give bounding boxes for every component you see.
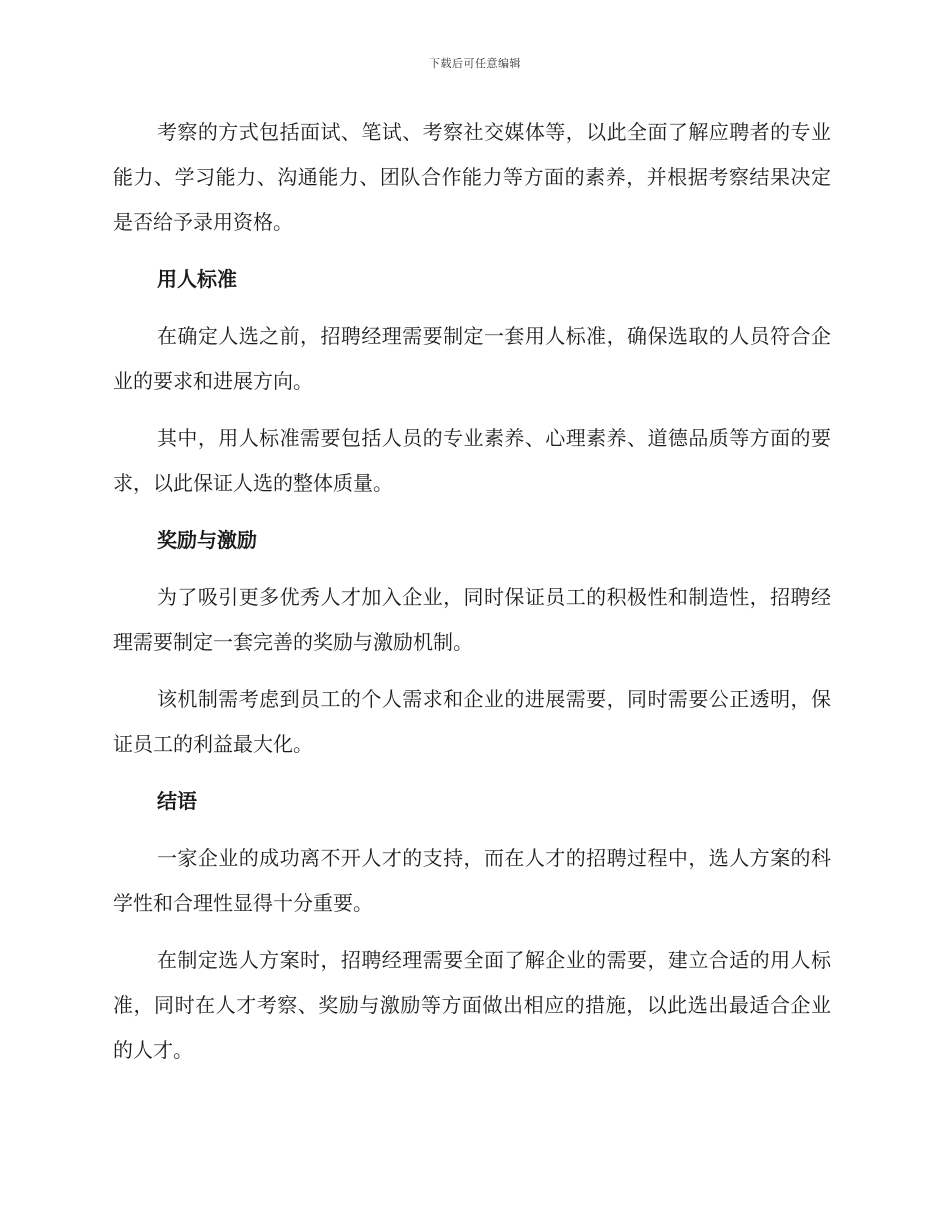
heading-hiring-standards: 用人标准 <box>157 267 237 291</box>
paragraph-rewards-intro: 为了吸引更多优秀人才加入企业，同时保证员工的积极性和制造性，招聘经理需要制定一套完善的奖励与激励机制。 <box>113 585 831 654</box>
heading-conclusion: 结语 <box>157 789 197 813</box>
paragraph-rewards-detail: 该机制需考虑到员工的个人需求和企业的进展需要，同时需要公正透明，保证员工的利益最大化。 <box>113 687 831 756</box>
document-body <box>113 110 831 1085</box>
paragraph-conclusion-1: 一家企业的成功离不开人才的支持，而在人才的招聘过程中，选人方案的科学性和合理性显得十分重要。 <box>113 846 831 915</box>
heading-rewards-incentives: 奖励与激励 <box>157 528 257 552</box>
header-note: 下载后可任意编辑 <box>429 57 521 70</box>
paragraph-hiring-standards-detail: 其中，用人标准需要包括人员的专业素养、心理素养、道德品质等方面的要求，以此保证人选的整体质量。 <box>113 426 831 495</box>
paragraph-assessment-methods: 考察的方式包括面试、笔试、考察社交媒体等，以此全面了解应聘者的专业能力、学习能力、沟通能力、团队合作能力等方面的素养，并根据考察结果决定是否给予录用资格。 <box>113 120 831 234</box>
paragraph-hiring-standards-intro: 在确定人选之前，招聘经理需要制定一套用人标准，确保选取的人员符合企业的要求和进展方向。 <box>113 324 831 393</box>
paragraph-conclusion-2: 在制定选人方案时，招聘经理需要全面了解企业的需要，建立合适的用人标准，同时在人才考察、奖励与激励等方面做出相应的措施，以此选出最适合企业的人才。 <box>113 948 831 1062</box>
